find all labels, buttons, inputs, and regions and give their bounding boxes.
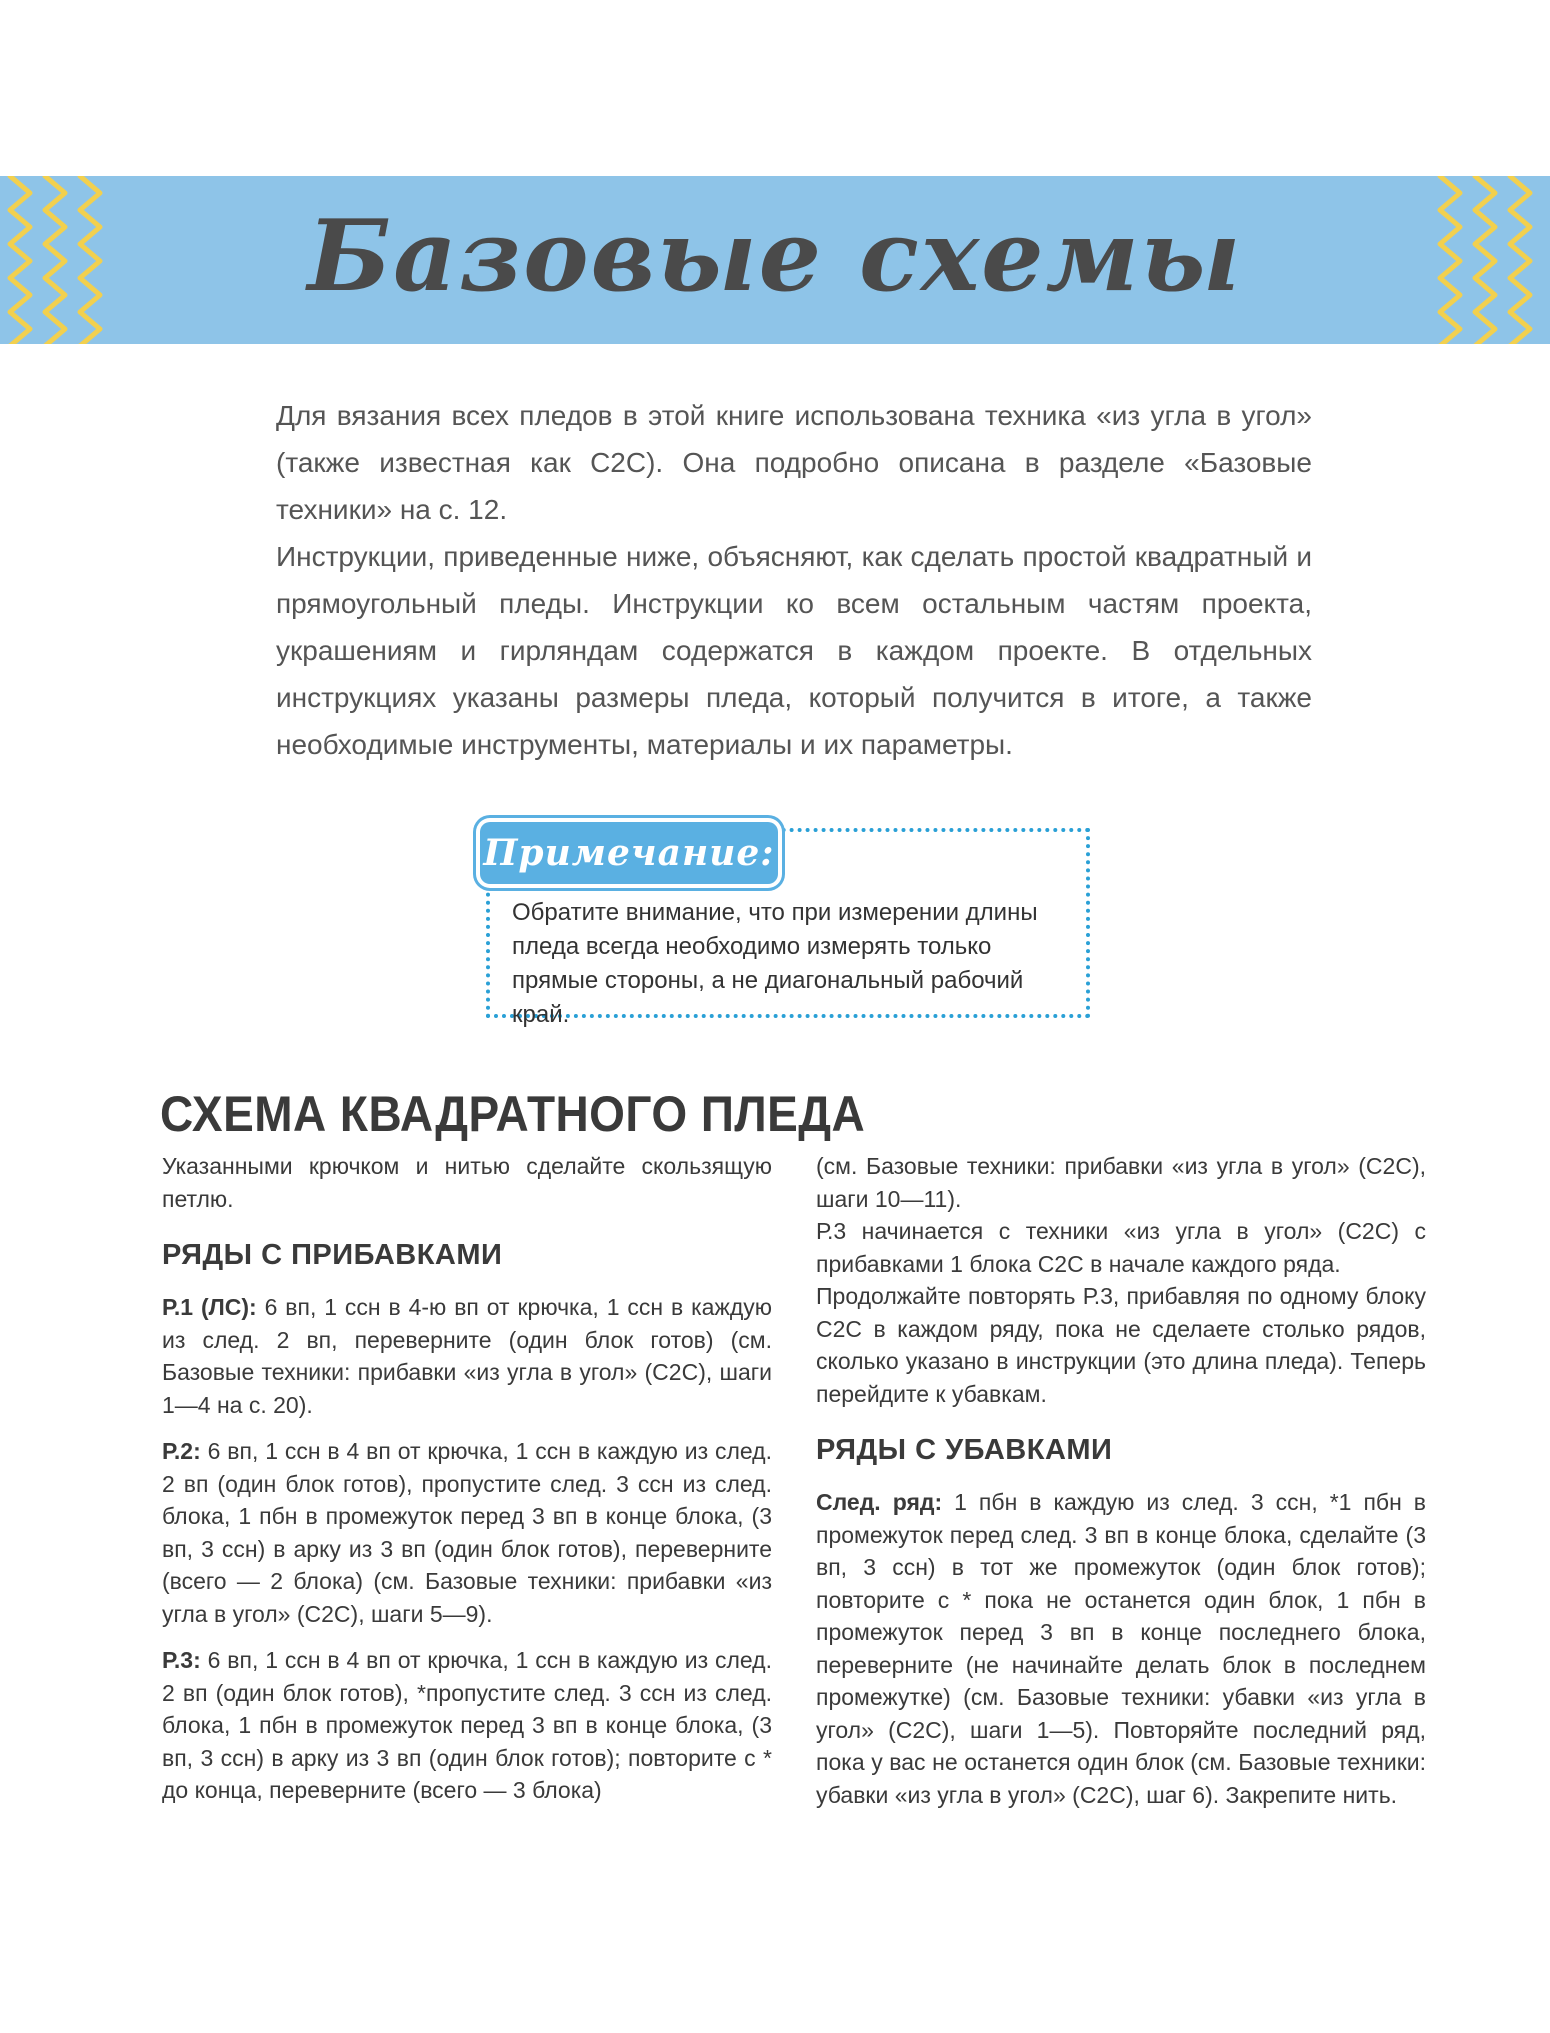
section-title: СХЕМА КВАДРАТНОГО ПЛЕДА [160, 1086, 866, 1142]
intro-instruction: Указанными крючком и нитью сделайте скользящую петлю. [162, 1153, 772, 1212]
row-1-label: Р.1 (ЛС): [162, 1294, 257, 1320]
intro-text [276, 392, 1312, 768]
intro-paragraph-1: Для вязания всех пледов в этой книге использована техника «из угла в угол» (также известная как С2С). Она подробно описана в разделе «Базовые техники» на с. 12. [276, 400, 1312, 525]
left-column [162, 1150, 772, 1821]
intro-paragraph-2: Инструкции, приведенные ниже, объясняют, как сделать простой квадратный и прямоугольный пледы. Инструкции ко всем остальным частям проекта, украшениям и гирляндам содержатся в каждом проекте. В отдельных инструкциях указаны размеры пледа, который получится в итоге, а также необходимые инструменты, материалы и их параметры. [276, 541, 1312, 760]
next-row-instruction [816, 1486, 1426, 1811]
row-1-text: 6 вп, 1 ссн в 4-ю вп от крючка, 1 ссн в каждую из след. 2 вп, переверните (один блок готов) (см. Базовые техники: прибавки «из угла в угол» (С2С), шаги 1—4 на с. 20). [162, 1294, 772, 1418]
row-1-instruction [162, 1291, 772, 1421]
note-label: Примечание: [476, 818, 782, 888]
title-banner [0, 176, 1550, 344]
row-2-label: Р.2: [162, 1438, 201, 1464]
next-row-text: 1 пбн в каждую из след. 3 ссн, *1 пбн в промежуток перед след. 3 вп в конце блока, сделайте (3 вп, 3 ссн) в тот же промежуток (один блок готов); повторите с * пока не останется один блок, 1 пбн в промежуток перед 3 вп в конце последнего блока, переверните (не начинайте делать блок в последнем промежутке) (см. Базовые техники: убавки «из угла в угол» (С2С), шаги 1—5). Повторяйте последний ряд, пока у вас не останется один блок (см. Базовые техники: убавки «из угла в угол» (С2С), шаг 6). Закрепите нить. [816, 1489, 1427, 1808]
row-2-instruction [162, 1435, 772, 1630]
subheading-increase-rows: РЯДЫ С ПРИБАВКАМИ [162, 1239, 503, 1271]
row-2-text: 6 вп, 1 ссн в 4 вп от крючка, 1 ссн в каждую из след. 2 вп (один блок готов), пропустите след. 3 ссн из след. блока, 1 пбн в промежуток перед 3 вп в конце блока, (3 вп, 3 ссн) в арку из 3 вп (один блок готов), переверните (всего — 2 блока) (см. Базовые техники: прибавки «из угла в угол» (С2С), шаги 5—9). [162, 1438, 772, 1627]
row-3-instruction [162, 1644, 772, 1807]
next-row-label: След. ряд: [816, 1489, 943, 1515]
zigzag-right-decoration [1420, 176, 1550, 344]
right-column [816, 1150, 1426, 1825]
row-3-continuation: (см. Базовые техники: прибавки «из угла в угол» (С2С), шаги 10—11). [816, 1153, 1426, 1212]
subheading-decrease-rows: РЯДЫ С УБАВКАМИ [816, 1434, 1113, 1466]
row-3-note: Р.3 начинается с техники «из угла в угол» (С2С) с прибавками 1 блока С2С в начале каждого ряда. [816, 1218, 1426, 1277]
row-3-label: Р.3: [162, 1647, 201, 1673]
note-text: Обратите внимание, что при измерении длины пледа всегда необходимо измерять только прямые стороны, а не диагональный рабочий край. [512, 899, 1038, 1028]
row-3-text: 6 вп, 1 ссн в 4 вп от крючка, 1 ссн в каждую из след. 2 вп (один блок готов), *пропустите след. 3 ссн из след. блока, 1 пбн в промежуток перед 3 вп в конце блока, (3 вп, 3 ссн) в арку из 3 вп (один блок готов); повторите с * до конца, переверните (всего — 3 блока) [162, 1647, 772, 1803]
page-title: Базовые схемы [307, 199, 1243, 314]
repeat-instruction: Продолжайте повторять Р.3, прибавляя по одному блоку С2С в каждом ряду, пока не сделаете столько рядов, сколько указано в инструкции (это длина пледа). Теперь перейдите к убавкам. [816, 1283, 1426, 1407]
